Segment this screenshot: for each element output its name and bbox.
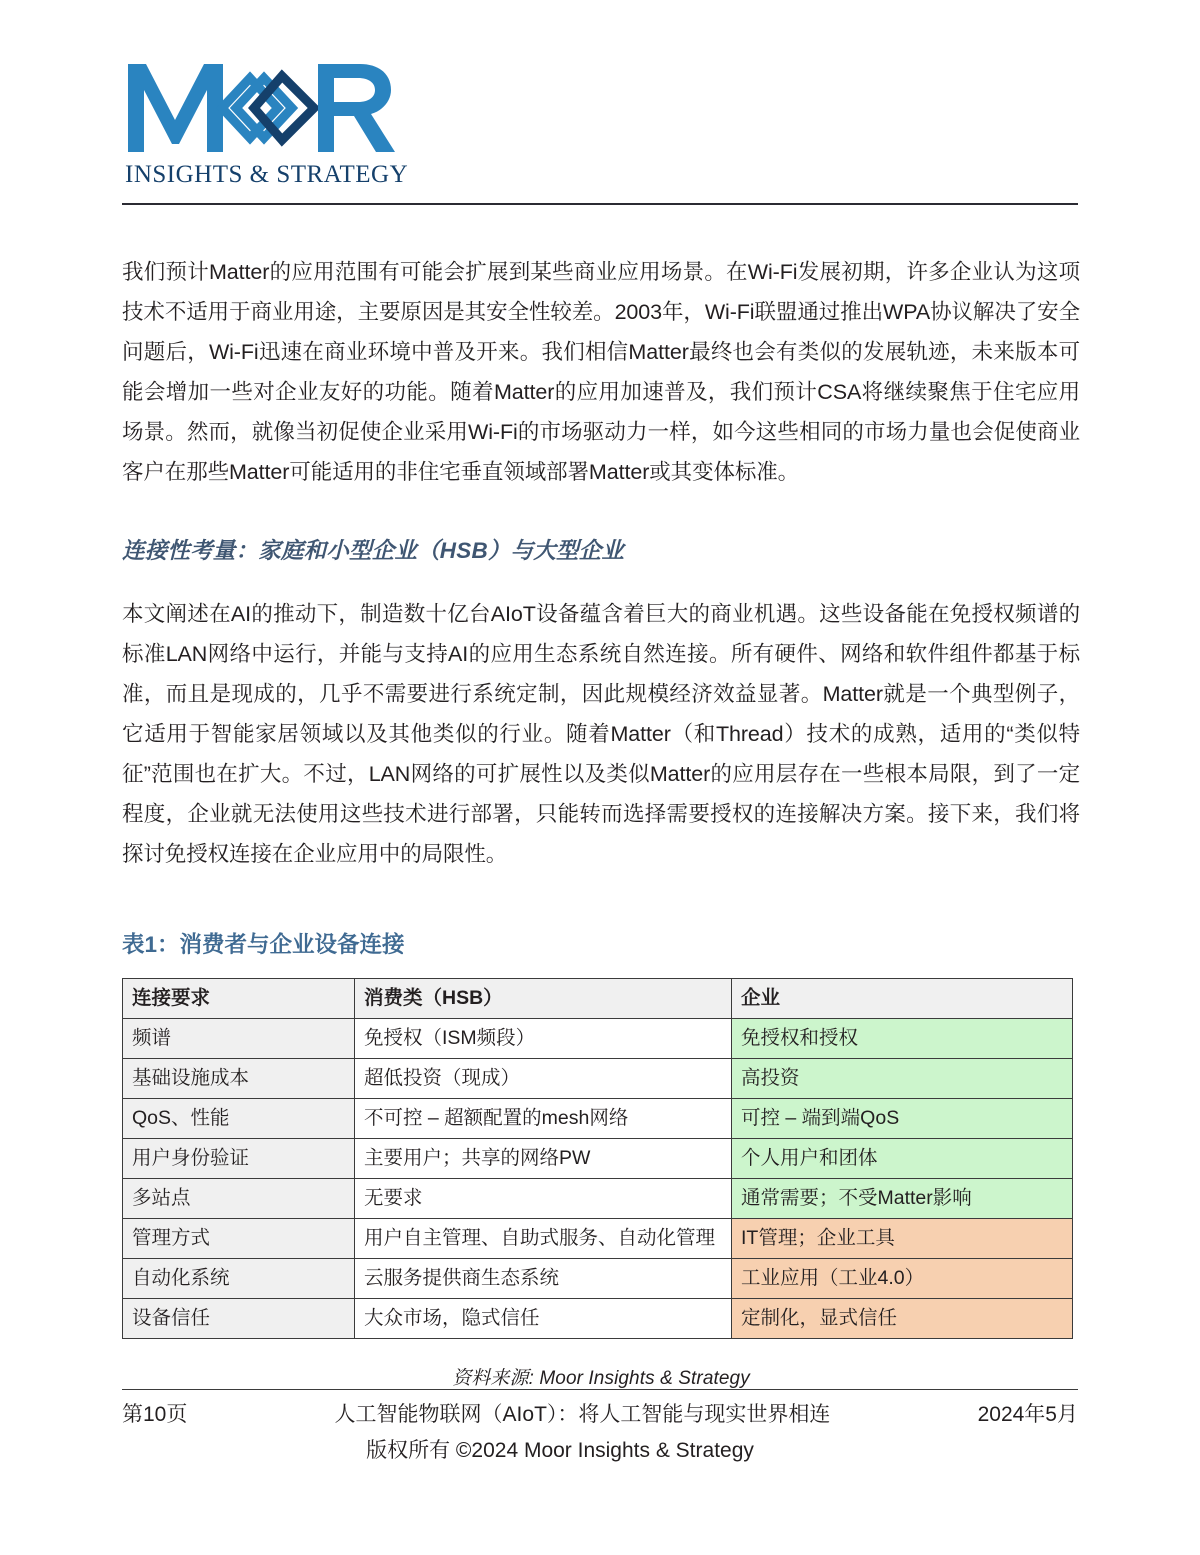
cell-consumer: 用户自主管理、自助式服务、自动化管理 — [355, 1219, 732, 1259]
cell-requirement: 频谱 — [123, 1019, 355, 1059]
cell-consumer: 免授权（ISM频段） — [355, 1019, 732, 1059]
cell-enterprise: 可控 – 端到端QoS — [732, 1099, 1073, 1139]
cell-requirement: 设备信任 — [123, 1299, 355, 1339]
table-source-note: 资料来源: Moor Insights & Strategy — [452, 1368, 750, 1389]
cell-requirement: 管理方式 — [123, 1219, 355, 1259]
cell-enterprise: IT管理；企业工具 — [732, 1219, 1073, 1259]
column-header-requirement: 连接要求 — [123, 979, 355, 1019]
cell-enterprise: 免授权和授权 — [732, 1019, 1073, 1059]
table-row — [123, 1099, 1073, 1139]
cell-consumer: 无要求 — [355, 1179, 732, 1219]
column-header-consumer: 消费类（HSB） — [355, 979, 732, 1019]
footer-copyright: 版权所有 ©2024 Moor Insights & Strategy — [366, 1439, 754, 1462]
cell-enterprise: 工业应用（工业4.0） — [732, 1259, 1073, 1299]
page-footer — [122, 1398, 1078, 1468]
masthead — [122, 52, 1078, 202]
table-row — [123, 1299, 1073, 1339]
cell-consumer: 大众市场，隐式信任 — [355, 1299, 732, 1339]
cell-consumer: 超低投资（现成） — [355, 1059, 732, 1099]
cell-consumer: 云服务提供商生态系统 — [355, 1259, 732, 1299]
table-header-row — [123, 979, 1073, 1019]
cell-enterprise: 通常需要；不受Matter影响 — [732, 1179, 1073, 1219]
paragraph-matter-commercial: 我们预计Matter的应用范围有可能会扩展到某些商业应用场景。在Wi-Fi发展初期，许多企业认为这项技术不适用于商业用途，主要原因是其安全性较差。2003年，Wi-Fi联盟通过推出WPA协议解决了安全问题后，Wi-Fi迅速在商业环境中普及开来。我们相信Matter最终也会有类似的发展轨迹，未来版本可能会增加一些对企业友好的功能。随着Matter的应用加速普及，我们预计CSA将继续聚焦于住宅应用场景。然而，就像当初促使企业采用Wi-Fi的市场驱动力一样，如今这些相同的市场力量也会促使商业客户在那些Matter可能适用的非住宅垂直领域部署Matter或其变体标准。 — [122, 260, 1080, 484]
logo-icon — [122, 52, 422, 192]
table-row — [123, 1259, 1073, 1299]
section-heading-connectivity: 连接性考量：家庭和小型企业（HSB）与大型企业 — [122, 538, 625, 563]
table-row — [123, 1179, 1073, 1219]
cell-enterprise: 高投资 — [732, 1059, 1073, 1099]
table-row — [123, 1219, 1073, 1259]
main-content — [122, 252, 1080, 1390]
table-row — [123, 1059, 1073, 1099]
logo-tagline-text: INSIGHTS & STRATEGY — [125, 161, 409, 188]
cell-requirement: 基础设施成本 — [123, 1059, 355, 1099]
table-row — [123, 1139, 1073, 1179]
cell-enterprise: 个人用户和团体 — [732, 1139, 1073, 1179]
cell-consumer: 主要用户；共享的网络PW — [355, 1139, 732, 1179]
connectivity-comparison-table — [122, 978, 1073, 1339]
cell-requirement: 自动化系统 — [123, 1259, 355, 1299]
cell-requirement: 用户身份验证 — [123, 1139, 355, 1179]
moor-insights-strategy-logo — [122, 52, 422, 192]
cell-consumer: 不可控 – 超额配置的mesh网络 — [355, 1099, 732, 1139]
footer-page-number: 第10页 — [122, 1403, 188, 1426]
cell-requirement: 多站点 — [123, 1179, 355, 1219]
cell-enterprise: 定制化，显式信任 — [732, 1299, 1073, 1339]
footer-date: 2024年5月 — [977, 1403, 1078, 1426]
cell-requirement: QoS、性能 — [123, 1099, 355, 1139]
table-row — [123, 1019, 1073, 1059]
footer-divider — [122, 1389, 1078, 1390]
table-caption: 表1：消费者与企业设备连接 — [122, 932, 405, 957]
footer-document-title: 人工智能物联网（AIoT）：将人工智能与现实世界相连 — [334, 1403, 831, 1426]
header-divider — [122, 203, 1078, 205]
column-header-enterprise: 企业 — [732, 979, 1073, 1019]
paragraph-aiot-opportunity: 本文阐述在AI的推动下，制造数十亿台AIoT设备蕴含着巨大的商业机遇。这些设备能在免授权频谱的标准LAN网络中运行，并能与支持AI的应用生态系统自然连接。所有硬件、网络和软件组件都基于标准，而且是现成的，几乎不需要进行系统定制，因此规模经济效益显著。Matter就是一个典型例子，它适用于智能家居领域以及其他类似的行业。随着Matter（和Thread）技术的成熟，适用的“类似特征”范围也在扩大。不过，LAN网络的可扩展性以及类似Matter的应用层存在一些根本局限，到了一定程度，企业就无法使用这些技术进行部署，只能转而选择需要授权的连接解决方案。接下来，我们将探讨免授权连接在企业应用中的局限性。 — [122, 602, 1080, 866]
